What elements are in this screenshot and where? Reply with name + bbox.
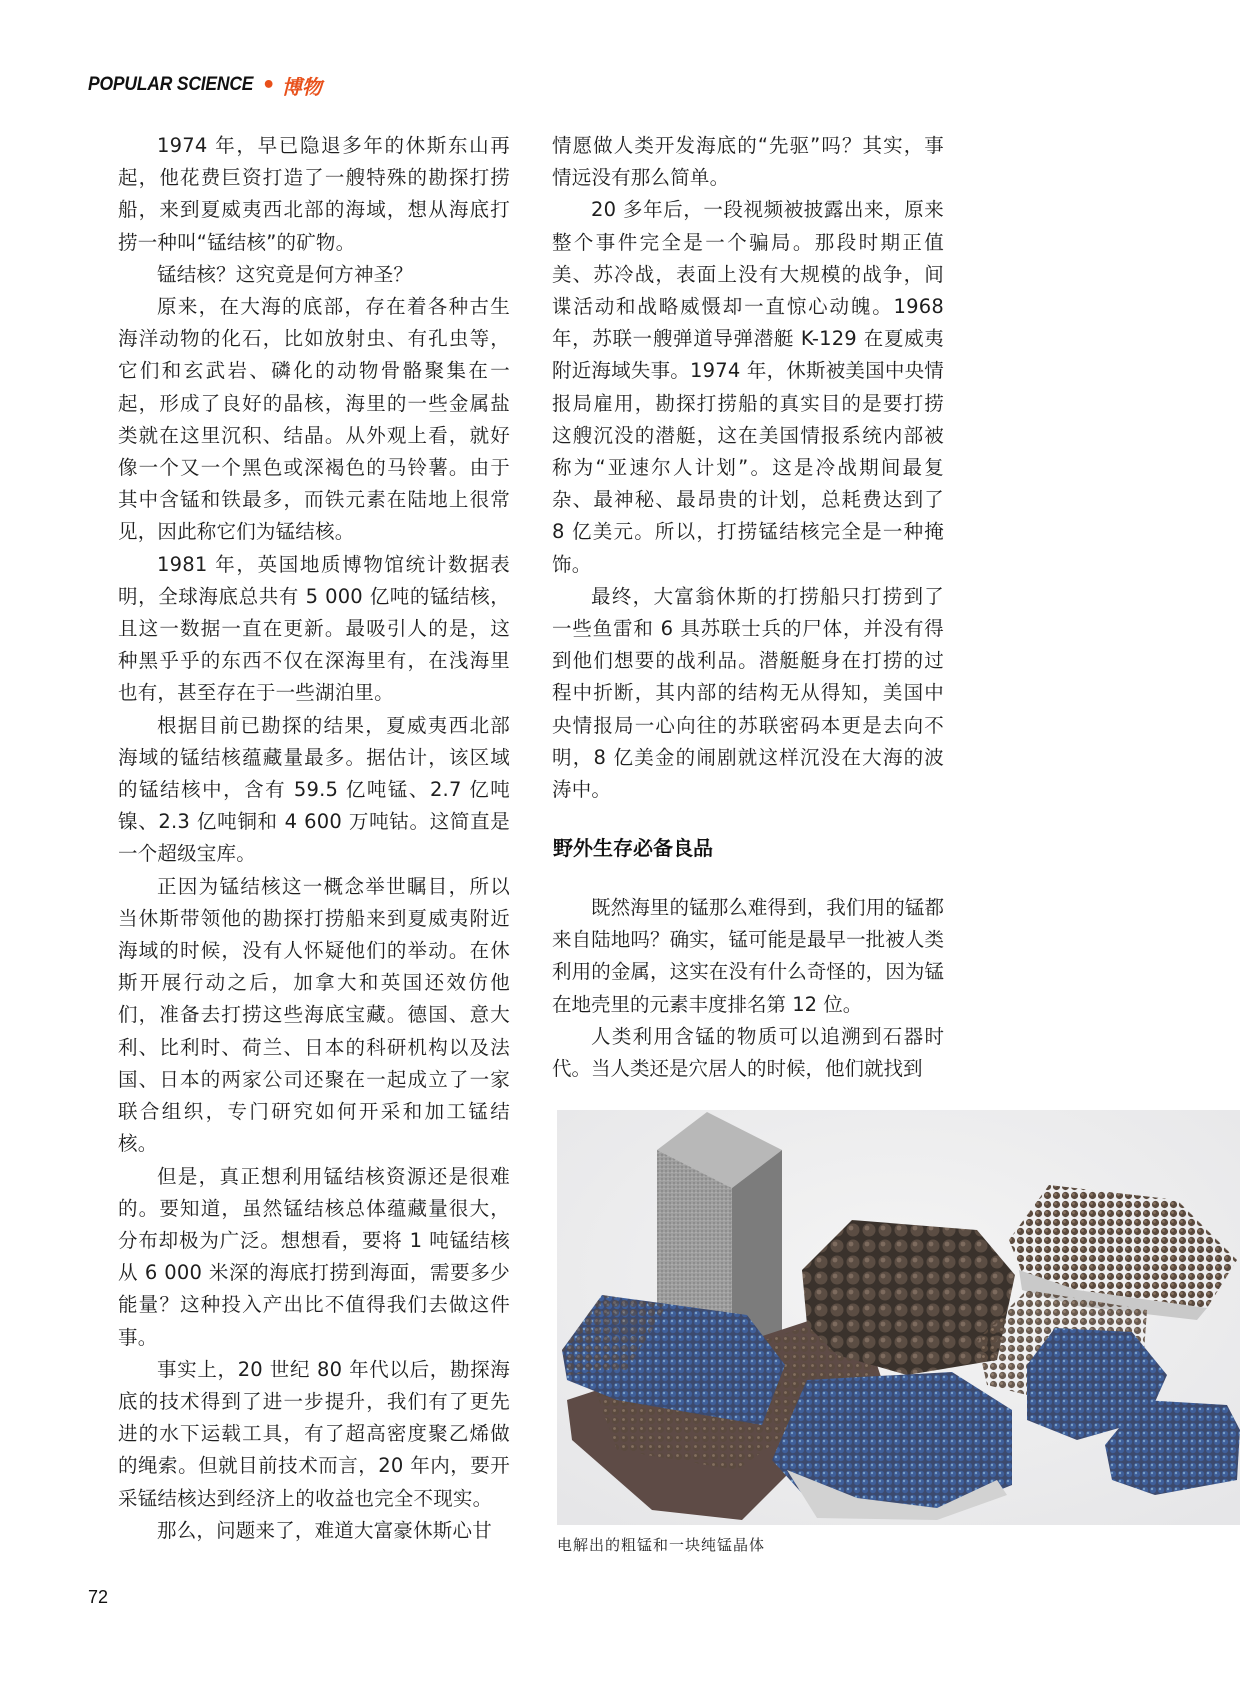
paragraph: 根据目前已勘探的结果，夏威夷西北部海域的锰结核蕴藏量最多。据估计，该区域的锰结核中，含有 59.5 亿吨锰、2.7 亿吨镍、2.3 亿吨铜和 4 600 万吨钴。这简直是一个超级宝库。: [118, 713, 510, 866]
section-subheading: 野外生存必备良品: [553, 836, 713, 860]
right-column-section2: [552, 892, 944, 1085]
manganese-photo: [557, 1110, 1240, 1525]
brand-name: POPULAR SCIENCE: [88, 74, 254, 95]
paragraph: 原来，在大海的底部，存在着各种古生海洋动物的化石，比如放射虫、有孔虫等，它们和玄武岩、磷化的动物骨骼聚集在一起，形成了良好的晶核，海里的一些金属盐类就在这里沉积、结晶。从外观上看，就好像一个又一个黑色或深褐色的马铃薯。由于其中含锰和铁最多，而铁元素在陆地上很常见，因此称它们为锰结核。: [118, 295, 510, 544]
page-number: 72: [88, 1587, 109, 1607]
paragraph: 1981 年，英国地质博物馆统计数据表明，全球海底总共有 5 000 亿吨的锰结核，且这一数据一直在更新。最吸引人的是，这种黑乎乎的东西不仅在深海里有，在浅海里也有，甚至存在于一些湖泊里。: [118, 552, 510, 705]
paragraph: 1974 年，早已隐退多年的休斯东山再起，他花费巨资打造了一艘特殊的勘探打捞船，来到夏威夷西北部的海域，想从海底打捞一种叫“锰结核”的矿物。: [118, 134, 510, 254]
paragraph: 事实上，20 世纪 80 年代以后，勘探海底的技术得到了进一步提升，我们有了更先进的水下运载工具，有了超高密度聚乙烯做的绳索。但就目前技术而言，20 年内，要开采锰结核达到经济上的收益也完全不现实。: [118, 1357, 510, 1510]
paragraph: 锰结核？这究竟是何方神圣？: [157, 262, 414, 286]
separator-dot: •: [261, 72, 276, 98]
manganese-samples-illustration: [557, 1110, 1240, 1525]
magazine-header: [88, 70, 322, 100]
right-column: [552, 130, 944, 806]
paragraph: 20 多年后，一段视频被披露出来，原来整个事件完全是一个骗局。那段时期正值美、苏冷战，表面上没有大规模的战争，间谍活动和战略威慑却一直惊心动魄。1968 年，苏联一艘弹道导弹潜艇 K-129 在夏威夷附近海域失事。1974 年，休斯被美国中央情报局雇用，勘探打捞船的真实目的是要打捞这艘沉没的潜艇，这在美国情报系统内部被称为“亚速尔人计划”。这是冷战期间最复杂、最神秘、最昂贵的计划，总耗费达到了 8 亿美元。所以，打捞锰结核完全是一种掩饰。: [552, 198, 944, 576]
left-column: [118, 130, 510, 1547]
figure-caption: 电解出的粗锰和一块纯锰晶体: [557, 1536, 766, 1554]
paragraph: 但是，真正想利用锰结核资源还是很难的。要知道，虽然锰结核总体蕴藏量很大，分布却极为广泛。想想看，要将 1 吨锰结核从 6 000 米深的海底打捞到海面，需要多少能量？这种投入产出比不值得我们去做这件事。: [118, 1164, 510, 1349]
paragraph-continuation: 情愿做人类开发海底的“先驱”吗？其实，事情远没有那么简单。: [552, 134, 944, 190]
paragraph: 最终，大富翁休斯的打捞船只打捞到了一些鱼雷和 6 具苏联士兵的尸体，并没有得到他们想要的战利品。潜艇艇身在打捞的过程中折断，其内部的结构无从得知，美国中央情报局一心向往的苏联密码本更是去向不明，8 亿美金的闹剧就这样沉没在大海的波涛中。: [552, 584, 944, 802]
section-name: 博物: [281, 74, 322, 99]
paragraph: 正因为锰结核这一概念举世瞩目，所以当休斯带领他的勘探打捞船来到夏威夷附近海域的时候，没有人怀疑他们的举动。在休斯开展行动之后，加拿大和英国还效仿他们，准备去打捞这些海底宝藏。德国、意大利、比利时、荷兰、日本的科研机构以及法国、日本的两家公司还聚在一起成立了一家联合组织，专门研究如何开采和加工锰结核。: [118, 874, 510, 1156]
paragraph: 那么，问题来了，难道大富豪休斯心甘: [157, 1518, 492, 1542]
paragraph: 人类利用含锰的物质可以追溯到石器时代。当人类还是穴居人的时候，他们就找到: [552, 1024, 944, 1081]
paragraph: 既然海里的锰那么难得到，我们用的锰都来自陆地吗？确实，锰可能是最早一批被人类利用的金属，这实在没有什么奇怪的，因为锰在地壳里的元素丰度排名第 12 位。: [552, 896, 944, 1016]
